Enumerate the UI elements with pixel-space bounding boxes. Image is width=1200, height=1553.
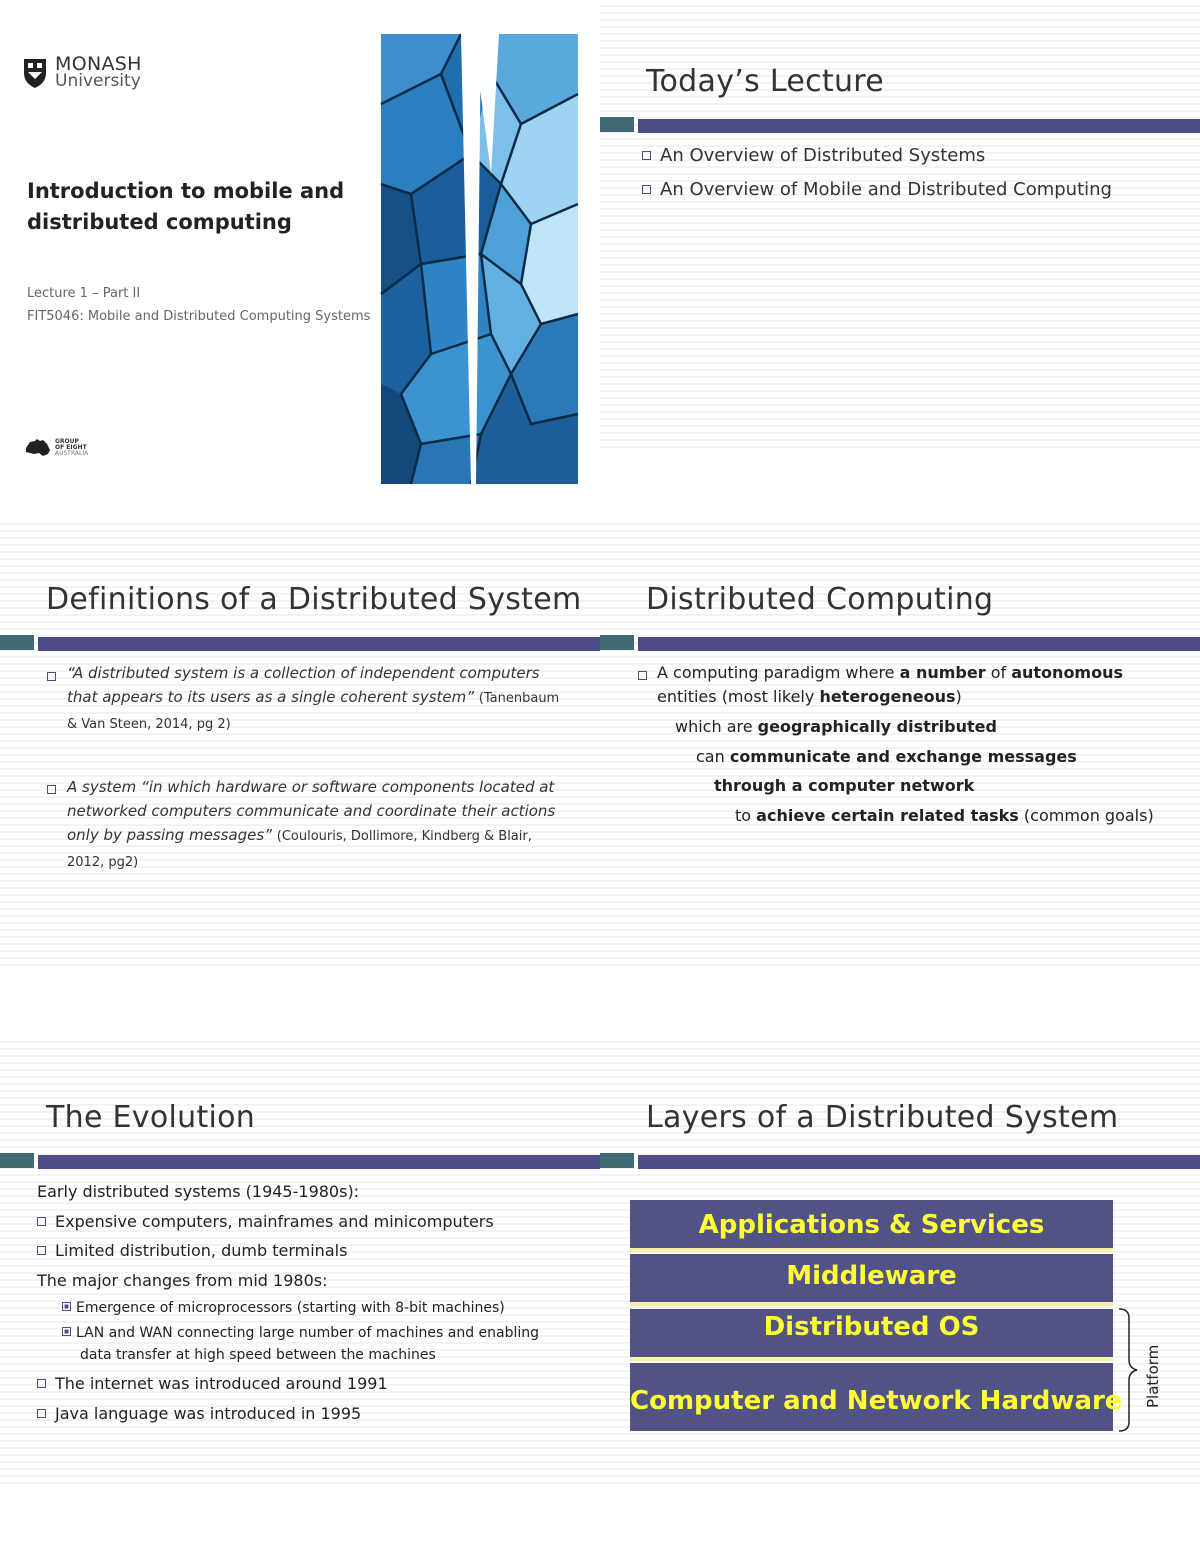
blue-glass-artwork [381, 34, 578, 484]
platform-brace-icon [1117, 1308, 1141, 1432]
paradigm-line-5: through a computer network [714, 776, 975, 795]
logo-university: University [55, 71, 141, 91]
square-bullet-icon [47, 785, 56, 794]
square-bullet-icon [642, 151, 651, 160]
filled-square-bullet-icon [62, 1327, 71, 1336]
list-item: An Overview of Mobile and Distributed Computing [642, 173, 1112, 207]
go8-line3: AUSTRALIA [55, 450, 89, 457]
filled-square-bullet-icon [62, 1302, 71, 1311]
lecture-topics-list [642, 139, 1112, 207]
title-rule [600, 635, 1200, 652]
square-bullet-icon [37, 1217, 46, 1226]
paradigm-line-2: entities (most likely heterogeneous) [657, 687, 962, 706]
evolution-heading-early: Early distributed systems (1945-1980s): [37, 1182, 360, 1201]
square-bullet-icon [37, 1409, 46, 1418]
go8-line1: GROUP [55, 438, 79, 445]
australia-map-icon [24, 438, 52, 458]
definition-quote-2: A system “in which hardware or software components located at networked computers communicate and coordinate their actions only by passing messages” (Coulouris, Dollimore, Kindberg & Blair, 2012, pg2) [67, 778, 556, 870]
list-item: Expensive computers, mainframes and minicomputers [37, 1212, 494, 1231]
list-item: Java language was introduced in 1995 [37, 1404, 361, 1423]
title-rule [0, 1153, 600, 1170]
list-item: Limited distribution, dumb terminals [37, 1241, 347, 1260]
slide-layers [600, 1036, 1200, 1486]
square-bullet-icon [37, 1379, 46, 1388]
slide-title: Layers of a Distributed System [646, 1100, 1119, 1135]
list-item-continuation: data transfer at high speed between the machines [80, 1347, 436, 1363]
layer-middleware: Middleware [630, 1254, 1113, 1306]
unit-name: FIT5046: Mobile and Distributed Computing Systems [27, 309, 371, 324]
list-item: An Overview of Distributed Systems [642, 139, 1112, 173]
monash-logo [22, 53, 142, 91]
monash-crest-icon [22, 57, 48, 89]
group-of-eight-logo [24, 438, 88, 458]
slide-title: Today’s Lecture [646, 64, 885, 99]
layer-distributed-os: Distributed OS [630, 1309, 1113, 1361]
slide-title: Distributed Computing [646, 582, 994, 617]
square-bullet-icon [638, 671, 647, 680]
square-bullet-icon [47, 672, 56, 681]
list-item: The internet was introduced around 1991 [37, 1374, 388, 1393]
layer-applications: Applications & Services [630, 1200, 1113, 1252]
title-rule [600, 117, 1200, 134]
slide-title: Definitions of a Distributed System [46, 582, 582, 617]
paradigm-line-4: can communicate and exchange messages [696, 747, 1077, 766]
slide-distributed-computing [600, 518, 1200, 968]
slide-todays-lecture [600, 0, 1200, 450]
paradigm-line-6: to achieve certain related tasks (common goals) [735, 806, 1154, 825]
list-item: LAN and WAN connecting large number of machines and enabling [62, 1325, 539, 1341]
paradigm-line-1: A computing paradigm where a number of autonomous [657, 663, 1124, 682]
title-rule [600, 1153, 1200, 1170]
slide-title: The Evolution [46, 1100, 256, 1135]
square-bullet-icon [37, 1246, 46, 1255]
list-item: Emergence of microprocessors (starting with 8-bit machines) [62, 1300, 505, 1316]
paradigm-line-3: which are geographically distributed [675, 717, 997, 736]
go8-line2: OF EIGHT [55, 444, 87, 451]
platform-label: Platform [1144, 1344, 1162, 1408]
logo-monash: MONASH [55, 53, 142, 75]
slide-evolution [0, 1036, 600, 1486]
lecture-title: Introduction to mobile and distributed computing [27, 179, 345, 234]
title-rule [0, 635, 600, 652]
layer-hardware: Computer and Network Hardware [630, 1363, 1113, 1431]
square-bullet-icon [642, 185, 651, 194]
slide-definitions [0, 518, 600, 968]
lecture-part: Lecture 1 – Part II [27, 286, 141, 301]
definition-quote-1: “A distributed system is a collection of independent computers that appears to its users as a single coherent system” (Tanenbaum & Van Steen, 2014, pg 2) [67, 664, 560, 732]
evolution-heading-changes: The major changes from mid 1980s: [37, 1271, 328, 1290]
